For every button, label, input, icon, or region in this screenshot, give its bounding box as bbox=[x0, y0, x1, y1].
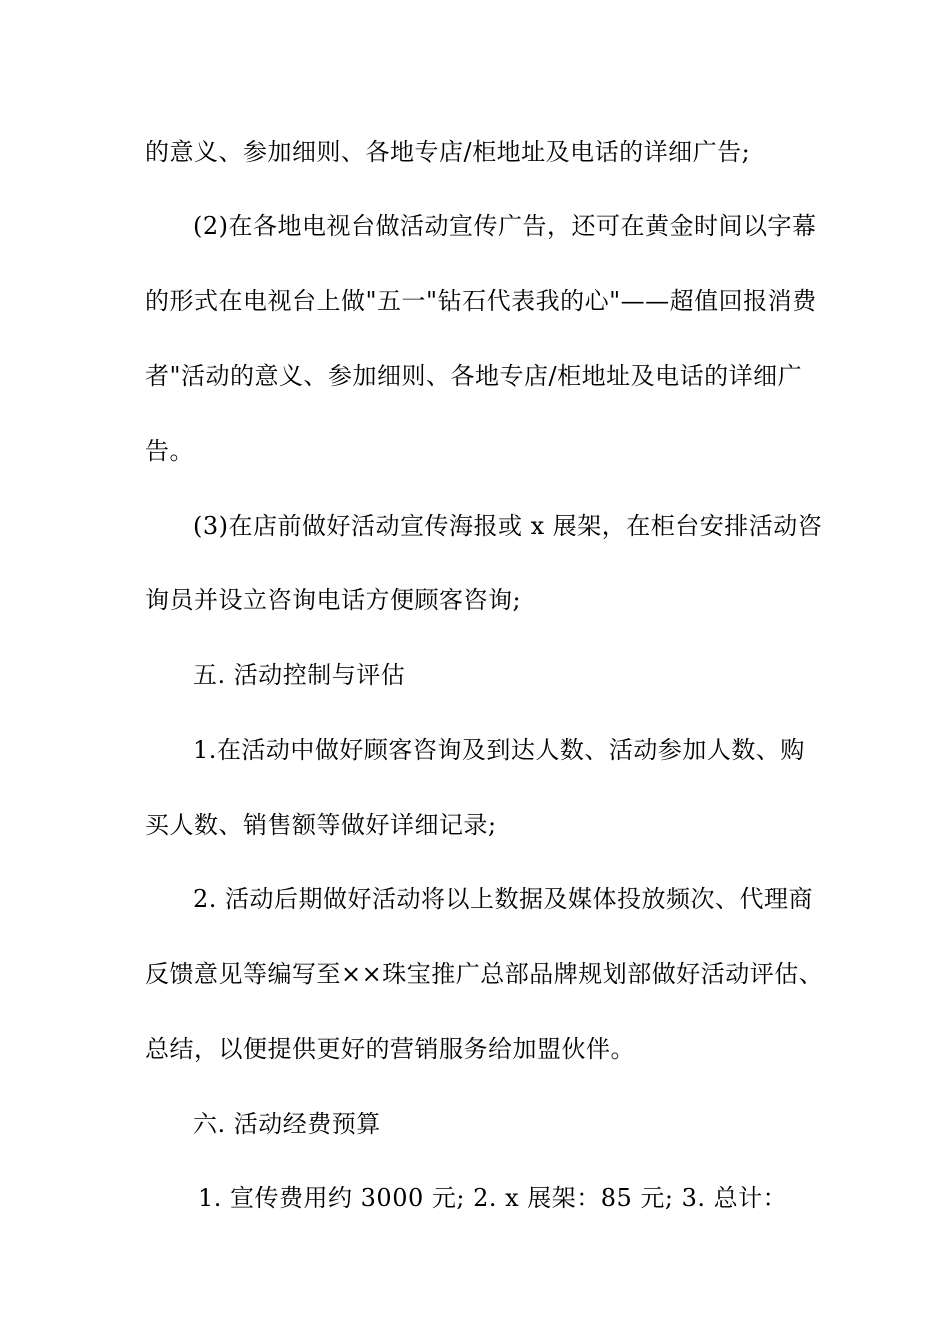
paragraph-line-4: 者"活动的意义、参加细则、各地专店/柜地址及电话的详细广 bbox=[145, 362, 803, 390]
paragraph-line-15: 1. 宣传费用约 3000 元; 2. x 展架：85 元; 3. 总计： bbox=[198, 1184, 788, 1212]
paragraph-line-5: 告。 bbox=[145, 437, 194, 465]
paragraph-line-2: (2)在各地电视台做活动宣传广告，还可在黄金时间以字幕 bbox=[193, 212, 817, 240]
section-heading-6: 六. 活动经费预算 bbox=[193, 1110, 381, 1138]
paragraph-line-3: 的形式在电视台上做"五一"钻石代表我的心"——超值回报消费 bbox=[145, 287, 817, 315]
paragraph-line-12: 反馈意见等编写至××珠宝推广总部品牌规划部做好活动评估、 bbox=[145, 960, 824, 988]
paragraph-line-10: 买人数、销售额等做好详细记录; bbox=[145, 811, 497, 839]
paragraph-line-11: 2. 活动后期做好活动将以上数据及媒体投放频次、代理商 bbox=[193, 885, 814, 913]
section-heading-5: 五. 活动控制与评估 bbox=[193, 661, 406, 689]
paragraph-line-13: 总结，以便提供更好的营销服务给加盟伙伴。 bbox=[145, 1035, 635, 1063]
paragraph-line-9: 1.在活动中做好顾客咨询及到达人数、活动参加人数、购 bbox=[193, 736, 805, 764]
paragraph-line-1: 的意义、参加细则、各地专店/柜地址及电话的详细广告; bbox=[145, 138, 751, 166]
paragraph-line-6: (3)在店前做好活动宣传海报或 x 展架，在柜台安排活动咨 bbox=[193, 512, 823, 540]
paragraph-line-7: 询员并设立咨询电话方便顾客咨询; bbox=[145, 586, 522, 614]
